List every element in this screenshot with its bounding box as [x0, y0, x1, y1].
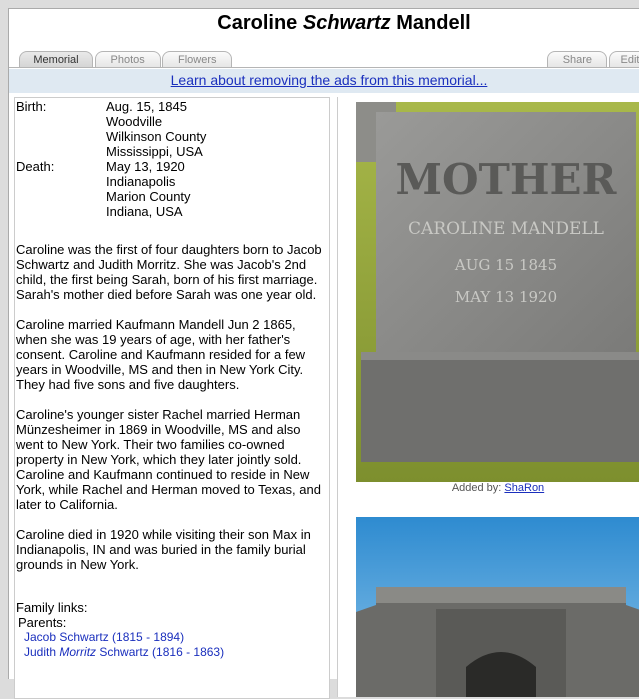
parent-link-mother[interactable]	[24, 645, 328, 660]
parents-label: Parents:	[18, 615, 67, 630]
death-date: May 13, 1920	[106, 159, 185, 174]
tab-flowers[interactable]: Flowers	[162, 51, 232, 68]
headstone-text-name: CAROLINE MANDELL	[408, 219, 604, 239]
parent-dates: Schwartz (1816 - 1863)	[96, 645, 225, 659]
birth-place-county: Wilkinson County	[106, 129, 207, 144]
headstone-text-mother: MOTHER	[395, 155, 617, 204]
parent-link-father[interactable]	[24, 630, 328, 645]
added-by-link[interactable]: ShaRon	[504, 482, 545, 494]
mausoleum-image	[356, 517, 639, 697]
death-place-county: Marion County	[106, 189, 191, 204]
photo-column	[337, 97, 639, 697]
edit-button[interactable]: Edit	[609, 51, 639, 68]
tab-photos[interactable]: Photos	[95, 51, 161, 68]
memorial-details	[14, 97, 330, 699]
bio-paragraph: Caroline was the first of four daughters born to Jacob Schwartz and Judith Morritz. She was Jacob's 2nd child, the first being Sarah, born of his first marriage. Sarah's mother died before Sarah was one year old.	[16, 242, 322, 302]
birth-place-city: Woodville	[106, 114, 163, 129]
last-name: Mandell	[396, 12, 471, 34]
memorial-tabs	[19, 51, 230, 68]
first-name: Caroline	[217, 12, 298, 34]
bio-paragraph: Caroline married Kaufmann Mandell Jun 2 1865, when she was 19 years of age, with her father's consent. Caroline and Kaufmann resided for a few years in Woodville, MS and then in New York City. They had five sons and five daughters.	[16, 317, 306, 392]
death-place-city: Indianapolis	[106, 174, 176, 189]
action-tabs	[547, 51, 639, 68]
parent-name: Judith	[24, 645, 60, 659]
added-by-label: Added by:	[451, 482, 502, 494]
parent-maiden-name: Morritz	[59, 645, 97, 659]
photo-caption	[356, 482, 639, 494]
death-label: Death:	[16, 159, 55, 174]
tab-divider	[9, 67, 639, 68]
headstone-photo[interactable]	[356, 102, 639, 482]
mausoleum-photo[interactable]	[356, 517, 639, 697]
bio-paragraph: Caroline died in 1920 while visiting their son Max in Indianapolis, IN and was buried in the family burial grounds in New York.	[16, 527, 311, 572]
headstone-text-death: MAY 13 1920	[454, 288, 558, 306]
remove-ads-link[interactable]: Learn about removing the ads from this memorial...	[170, 72, 488, 88]
maiden-name: Schwartz	[302, 12, 391, 34]
headstone-image	[356, 102, 639, 482]
memorial-page	[8, 8, 639, 679]
headstone-text-birth: AUG 15 1845	[454, 256, 558, 274]
birth-date: Aug. 15, 1845	[106, 99, 187, 114]
death-place-state: Indiana, USA	[106, 204, 183, 219]
biography	[16, 242, 328, 587]
birth-place-state: Mississippi, USA	[106, 144, 203, 159]
family-links	[16, 600, 328, 660]
bio-paragraph: Caroline's younger sister Rachel married Herman Münzesheimer in 1869 in Woodville, MS and also went to New York. Their two families co-owned property in New York, which they later jointly sold. Caroline and Kaufmann continued to reside in New York, while Rachel and Herman moved to Texas, and later to California.	[16, 407, 321, 512]
ads-banner	[9, 69, 639, 93]
page-title	[9, 12, 639, 35]
family-links-heading: Family links:	[16, 600, 88, 615]
parent-name: Jacob Schwartz (1815 - 1894)	[24, 630, 185, 644]
share-button[interactable]: Share	[547, 51, 607, 68]
birth-label: Birth:	[16, 99, 47, 114]
tab-memorial[interactable]: Memorial	[19, 51, 93, 68]
